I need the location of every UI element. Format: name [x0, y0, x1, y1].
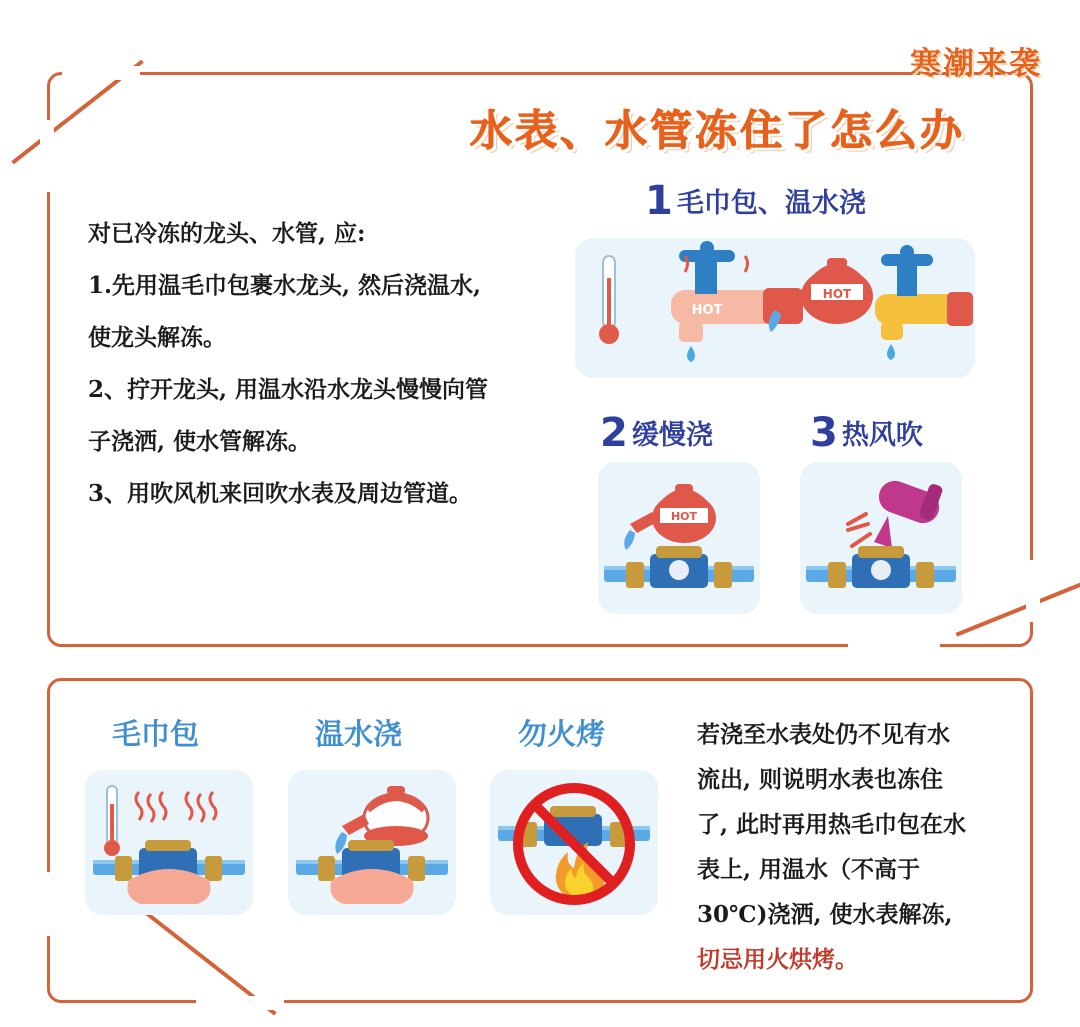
bottom-title-no-fire: 勿火烤 [518, 717, 606, 751]
bottom-paragraph-line-1: 若浇至水表处仍不见有水 [697, 721, 950, 748]
warm-water-meter-illustration [288, 770, 456, 915]
illustration-card-step-1 [575, 238, 975, 378]
faucet-icon-plain [875, 245, 973, 360]
page-title: 水表、水管冻住了怎么办 [470, 106, 966, 155]
bottom-paragraph-line-5: 30℃)浇洒, 使水表解冻, [697, 901, 953, 928]
frame-break-bottom-left [40, 872, 54, 936]
hair-dryer-icon [848, 476, 944, 548]
step-text-3: 热风吹 [841, 420, 923, 451]
instruction-intro: 对已冷冻的龙头、水管, 应: [88, 220, 366, 247]
bottom-paragraph-line-4: 表上, 用温水（不高于 [697, 856, 921, 883]
frame-break-bottom-bottom [196, 996, 284, 1010]
instruction-text-block [88, 208, 558, 520]
bottom-paragraph-line-3: 了, 此时再用热毛巾包在水 [697, 811, 967, 838]
svg-text:HOT: HOT [670, 510, 698, 523]
svg-text:HOT: HOT [691, 303, 723, 318]
step-label-2 [600, 410, 713, 456]
instruction-line-5: 3、用吹风机来回吹水表及周边管道。 [88, 480, 473, 507]
kettle-pour-meter-illustration [598, 462, 760, 614]
thermometer-icon [599, 256, 619, 344]
instruction-line-4: 子浇洒, 使水管解冻。 [88, 428, 312, 455]
illustration-card-step-2 [598, 462, 760, 614]
bottom-title-towel: 毛巾包 [112, 717, 200, 751]
faucet-warm-water-illustration [575, 238, 975, 378]
headline-kicker: 寒潮来袭 [910, 46, 1042, 82]
instruction-line-3: 2、拧开龙头, 用温水沿水龙头慢慢向管 [88, 376, 489, 403]
step-label-1 [645, 178, 866, 224]
step-number-1: 1 [645, 178, 673, 224]
thermometer-icon [104, 786, 120, 856]
step-number-3: 3 [810, 410, 838, 456]
water-meter-icon [806, 546, 956, 588]
bottom-title-warm-water: 温水浇 [315, 717, 403, 751]
no-fire-meter-illustration [490, 770, 658, 915]
bottom-paragraph [697, 712, 1017, 982]
illustration-card-no-fire [490, 770, 658, 915]
instruction-line-1: 1.先用温毛巾包裹水龙头, 然后浇温水, [88, 272, 482, 299]
illustration-card-warm-water [288, 770, 456, 915]
frame-break-top-right [1026, 560, 1040, 622]
heat-wave-icon [136, 792, 216, 822]
hair-dryer-meter-illustration [800, 462, 962, 614]
towel-wrap-meter-illustration [85, 770, 253, 915]
instruction-line-2: 使龙头解冻。 [88, 324, 226, 351]
bottom-paragraph-warning: 切忌用火烘烤。 [697, 946, 858, 973]
step-number-2: 2 [600, 410, 628, 456]
step-label-3 [810, 410, 923, 456]
step-text-2: 缓慢浇 [631, 420, 713, 451]
step-text-1: 毛巾包、温水浇 [676, 188, 866, 219]
frame-break-top-left [40, 120, 54, 192]
kettle-icon [624, 484, 716, 550]
frame-break-top-top [62, 66, 140, 80]
water-meter-icon [604, 546, 754, 588]
frame-break-top-bottom [848, 640, 940, 654]
illustration-card-step-3 [800, 462, 962, 614]
bottom-paragraph-line-2: 流出, 则说明水表也冻住 [697, 766, 944, 793]
illustration-card-towel [85, 770, 253, 915]
svg-text:HOT: HOT [822, 287, 852, 301]
